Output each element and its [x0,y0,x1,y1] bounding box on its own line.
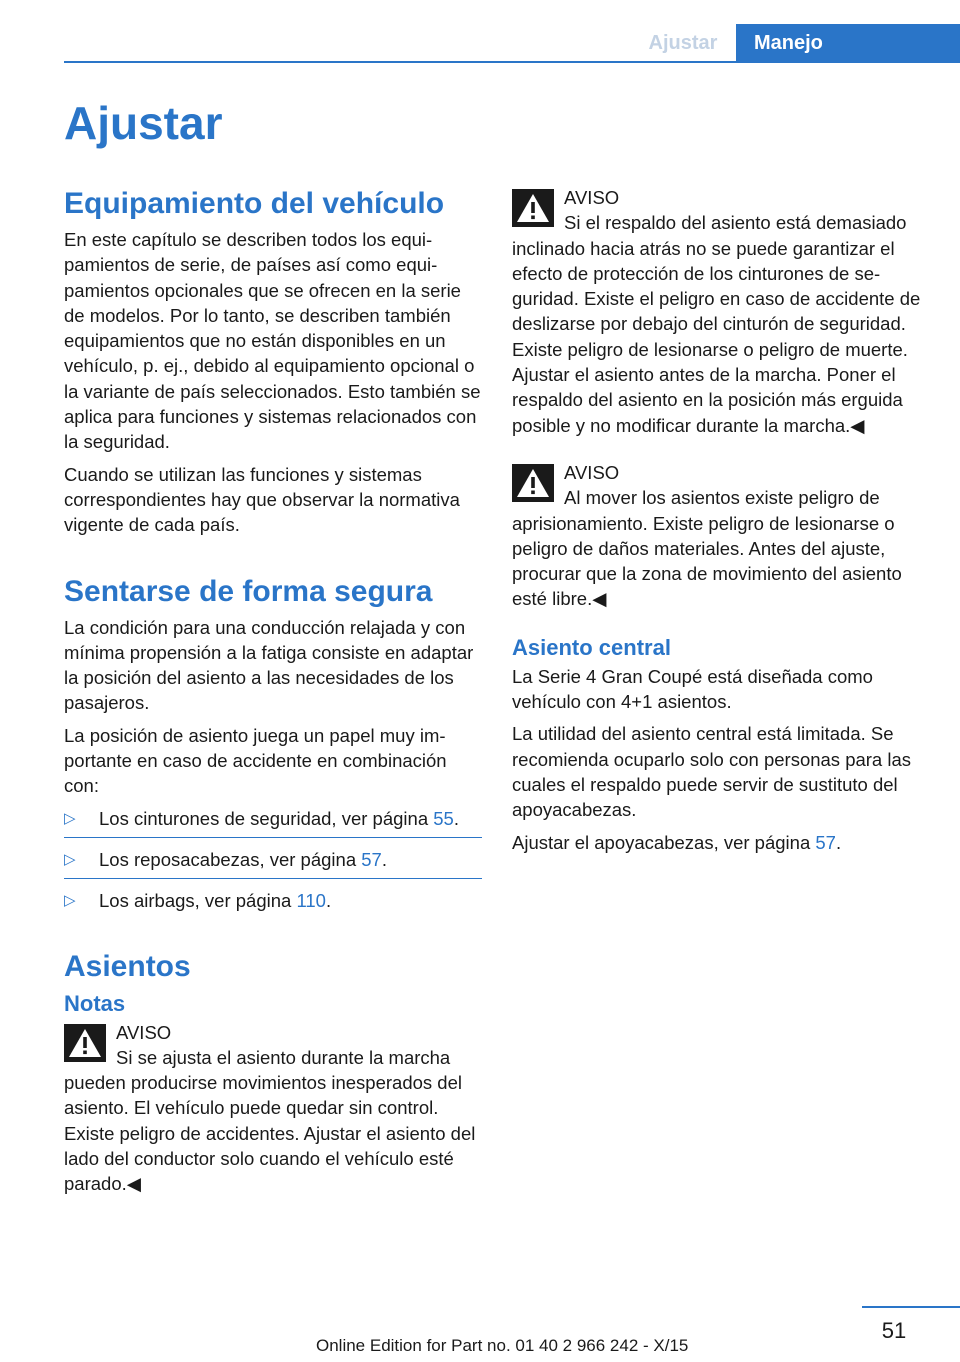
paragraph: La Serie 4 Gran Coupé está diseñada como vehículo con 4+1 asientos. [512,665,873,713]
header-rule [64,61,960,63]
warning-text: Si se ajusta el asiento durante la marcha pueden producirse movimientos inesperados del asiento. El vehículo puede quedar sin control. Existe peligro de accidentes. Ajustar el asiento del lado del conductor solo cuando el vehículo esté parado.◀ [64,1046,476,1195]
warning-box [512,185,932,438]
warning-triangle-icon [512,189,554,227]
page-link-55[interactable]: 55 [433,807,454,829]
left-column [64,185,482,1197]
warning-box [64,1020,482,1197]
list-item: ▷ Los cinturones de seguridad, ver página 55. [64,806,482,838]
page-link-57[interactable]: 57 [815,831,836,853]
heading-equipamiento: Equipamiento del vehículo [64,187,445,220]
warning-text: Si el respaldo del asiento está demasiado inclinado hacia atrás no se puede garantizar el efecto de protección de los cinturones de seguridad. Existe el peligro en caso de accidente de deslizarse por debajo del cinturón de seguridad. Existe peligro de lesionarse o peligro de muerte. Ajustar el asiento antes de la marcha. Poner el respaldo del asiento en la posición más erguida posible y no modificar durante la marcha.◀ [512,212,921,436]
warning-triangle-icon [64,1024,106,1062]
heading-asientos: Asientos [64,949,191,983]
paragraph: En este capítulo se describen todos los equipamientos de serie, de países así como equipamientos opcionales que se ofrecen en la serie de modelos. Por lo tanto, se describen también equipamientos que no están disponibles en un vehículo, p. ej., debido al equipamiento opcional o la variante de país seleccionados. Esto también se aplica para funciones y sistemas relacionados con la seguridad. [64,229,481,453]
footer-rule [862,1306,960,1308]
paragraph: Cuando se utilizan las funciones y sistemas correspondientes hay que observar la normativa vigente de cada país. [64,463,460,536]
tab-ajustar[interactable]: Ajustar [648,32,718,54]
paragraph: Ajustar el apoyacabezas, ver página 57. [512,831,842,853]
bullet-icon: ▷ [64,850,76,868]
warning-title: AVISO [116,1021,172,1043]
list-item: ▷ Los reposacabezas, ver página 57. [64,847,482,879]
page-title: Ajustar [64,97,223,149]
heading-sentarse: Sentarse de forma segura [64,574,433,608]
right-column [512,185,932,862]
edition-footer: Online Edition for Part no. 01 40 2 966 242 - X/15 [316,1336,689,1355]
warning-box [512,460,932,612]
bullet-icon: ▷ [64,809,76,827]
warning-title: AVISO [564,187,620,208]
warning-title: AVISO [564,461,620,483]
tab-manejo[interactable]: Manejo [736,24,960,62]
paragraph: La posición de asiento juega un papel muy importante en caso de accidente en combinación con: [64,724,447,797]
page-number: 51 [881,1318,907,1343]
heading-notas: Notas [64,990,126,1016]
paragraph: La condición para una conducción relajada y con mínima propensión a la fatiga consiste en adaptar la posición del asiento a las necesidades de los pasajeros. [64,616,474,714]
warning-text: Al mover los asientos existe peligro de aprisionamiento. Existe peligro de lesionarse o peligro de daños materiales. Antes del ajuste, procurar que la zona de movimiento del asiento esté libre.◀ [512,487,902,610]
page-link-57[interactable]: 57 [361,848,382,870]
heading-asiento-central: Asiento central [512,634,671,660]
bullet-list [64,806,482,914]
bullet-icon: ▷ [64,892,76,910]
warning-triangle-icon [512,464,554,502]
page-link-110[interactable]: 110 [296,890,326,912]
paragraph: La utilidad del asiento central está limitada. Se recomienda ocuparlo solo con personas para las cuales el respaldo puede servir de sustituto del apoyacabezas. [512,723,912,821]
list-item: ▷ Los airbags, ver página 110. [64,888,482,913]
